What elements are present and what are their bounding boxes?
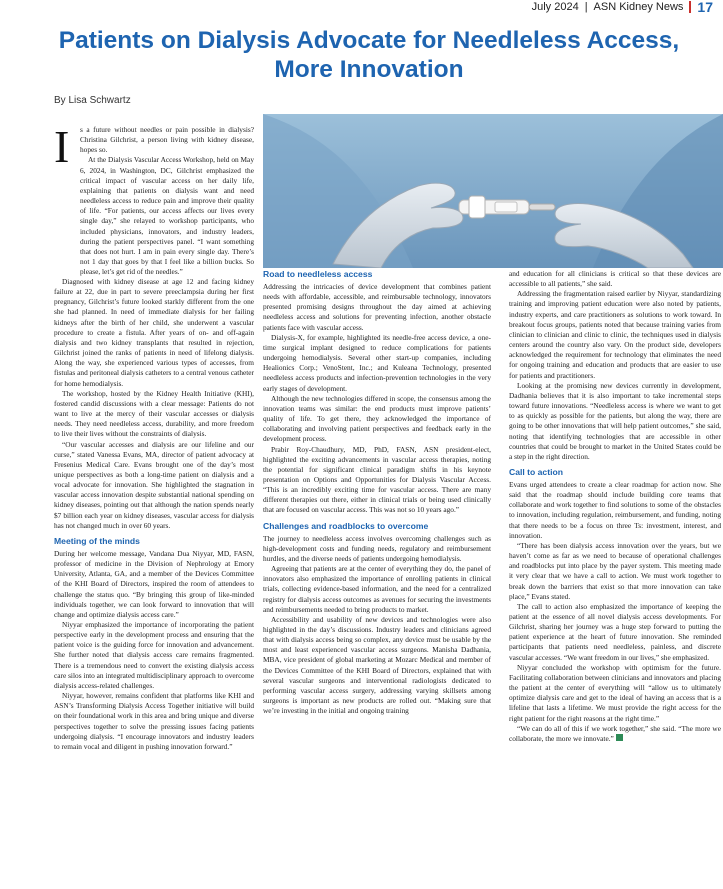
challenges-paragraphs [263, 534, 491, 717]
paragraph: The journey to needleless access involves overcoming challenges such as high-development costs and funding needs, regulatory and reimbursement hurdles, and the diverse needs of patients undergoing hemodialysis. [263, 533, 491, 563]
paragraph: Diagnosed with kidney disease at age 12 and facing kidney failure at 22, due in part to severe preeclampsia during her first pregnancy, Gilchrist’s future looked starkly different from the one she had planned. In need of immediate dialysis for her failing kidneys after the birth of her child, she underwent a vascular procedure to create a fistula. After years of on- and off-again dialysis and two kidney transplants that resulted in rejection, Gilchrist joined the ranks of patients in need of lifelong dialysis. Along the way, she experienced various types of accesses, from fistulas and peritoneal dialysis catheters to a central venous catheter for home hemodialysis. [54, 277, 254, 388]
paragraph: Niyyar, however, remains confident that platforms like KHI and ASN’s Transforming Dialysis Access Together initiative will build on their foundational work in this area and bring unique and diverse perspectives together to solve the pressing issues facing patients undergoing dialysis. “I encourage innovators and industry leaders to remain vocal and diligent in pushing innovation forward.” [54, 691, 254, 751]
paragraph: “Our vascular accesses and dialysis are our lifeline and our curse,” stated Vanessa Evans, MA, director of patient advocacy at Fresenius Medical Care. Evans brought one of the day’s most unique perspectives as both a long-time patient on dialysis and a vocal advocate for innovation. She highlighted the stagnation in vascular access innovation despite substantial national spending on kidney diseases, pointing out that although the nation spends nearly $7 billion each year on kidney diseases, vascular access for dialysis has not changed much in over 60 years. [54, 439, 254, 530]
paragraph: Addressing the fragmentation raised earlier by Niyyar, standardizing training and improving patient education were also noted by patients, industry experts, and care practitioners as solutions to work toward. In breakout focus groups, patients noted that because training varies from clinician to clinician and clinic to clinic, the techniques used in dialysis centers around the country also vary. On the product side, developers acknowledged the requirement for technology that eliminates the need for ongoing training and education and products that are easier to use for patients and practitioners. [509, 289, 721, 380]
paragraph: Niyyar emphasized the importance of incorporating the patient perspective early in the development process and ensuring that the patient voice is the guiding force for innovation and advancement. She further noted that dialysis access care remains fragmented. There is a tremendous need to convert the existing dialysis access care silos into an integrated multidisciplinary approach to overcome dialysis access-related challenges. [54, 620, 254, 690]
section-heading-challenges: Challenges and roadblocks to overcome [263, 520, 429, 531]
paragraph: Dialysis-X, for example, highlighted its needle-free access device, a one-time surgical implant designed to reduce complications for patients undergoing hemodialysis. Several other start-up companies, including Healionics Corp.; VenoStent, Inc.; and Kuleana Technology, presented needleless access products and infection-prevention technologies in the very early stages of development. [263, 332, 491, 393]
paragraph: and education for all clinicians is critical so that these devices are accessible to all patients,” she said. [509, 269, 721, 289]
column-1 [54, 277, 254, 752]
drop-cap: I [54, 121, 70, 172]
column-3 [509, 269, 721, 744]
paragraph: Prabir Roy-Chaudhury, MD, PhD, FASN, ASN president-elect, highlighted the exciting advancements in vascular access therapies, noting the potential for significant clinical paradigm shifts in his keynote presentation on Options and Opportunities for Dialysis Vascular Access. “This is an incredibly exciting time for vascular access. There are many different therapies out there, either in clinical trials or being used clinically that are focused on vascular access. This was not so 10 years ago.” [263, 444, 491, 515]
lead-column [80, 125, 254, 277]
folio-separator: | [584, 1, 588, 13]
publication-name: ASN Kidney News [593, 1, 684, 13]
road-paragraphs [263, 282, 491, 516]
hands-device-illustration [263, 114, 723, 268]
page-folio [532, 0, 713, 14]
article-photo [263, 114, 723, 268]
paragraph: Niyyar concluded the workshop with optimism for the future. Facilitating collaboration between clinicians and innovators and placing the patient at the center of everything will “allow us to ultimately optimize dialysis care and get to the ideal of having an access that is a lifeline that lasts a lifetime. We must provide the right access for the right patient for the right reasons at the right time.” [509, 662, 721, 723]
issue-date: July 2024 [531, 1, 579, 13]
article-title: Patients on Dialysis Advocate for Needleless Access, More Innovation [58, 27, 680, 83]
paragraph: Evans urged attendees to create a clear roadmap for action now. She said that the roadmap should include building core teams that collaborate and work together to find solutions to some of the obstacles to innovation, including regulation, reimbursement, and funding, noting that there needs to be a focus on three Ts: investment, interest, and innovation. [509, 479, 721, 540]
section-heading-call: Call to action [509, 466, 563, 477]
paragraph: Although the new technologies differed in scope, the consensus among the innovation teams was similar: the end products must improve patients’ quality of life. To get there, they acknowledged the importance of collaborating and involving patient perspectives and feedback early in the development process. [263, 393, 491, 444]
lead-paragraph-2: At the Dialysis Vascular Access Workshop, held on May 6, 2024, in Washington, DC, Gilchrist emphasized the critical impact of vascular access on her daily life, explaining that patients on dialysis want and need needleless access to reduce pain and improve their quality of life. “For patients, our access affects our lives every single day,” she relayed to workshop participants, who included physicians, innovators, and industry leaders, during the patient perspectives panel. “I want something that does not hurt. I am in pain every single day. There’s not 1 day that goes by that I feel like a billion bucks. So please, let’s get rid of the needles.” [80, 155, 254, 277]
paragraph: Looking at the promising new devices currently in development, Dadhania believes that it is also important to take incremental steps toward future innovations. “Needleless access is where we want to get to as quickly as possible for the patients, but along the way, there are going to be other innovations that will help patient outcomes,” she said, noting that identifying technologies that are accessible in other countries that could be brought to market in the United States could be a step in the right direction. [509, 380, 721, 461]
end-mark-icon [616, 734, 623, 741]
call-paragraphs [509, 480, 721, 744]
section-heading-meeting: Meeting of the minds [54, 535, 140, 546]
column-2 [263, 269, 491, 716]
paragraph: The call to action also emphasized the importance of keeping the patient at the essence of all novel dialysis access developments. For Gilchrist, sharing her journey was a huge step forward to putting the patient experience at the heart of future innovation. She reminded participants that patients need needleless, painless, and discrete vascular accesses. “We want freedom in our lives,” she emphasized. [509, 601, 721, 662]
lead-paragraph: s a future without needles or pain possible in dialysis? Christina Gilchrist, a person living with kidney disease, hopes so. [80, 125, 254, 155]
paragraph: During her welcome message, Vandana Dua Niyyar, MD, FASN, professor of medicine in the Division of Nephrology at Emory University, Atlanta, GA, and a member of the Devices Committee of the KHI Board of Directors, inspired the room of attendees to challenge the status quo. “By bringing this group of like-minded individuals together, we can look forward to innovation that will change and optimize dialysis access care.” [54, 548, 254, 619]
paragraph: The workshop, hosted by the Kidney Health Initiative (KHI), fostered candid discussions with a clear message: Patients do not want to live at the mercy of their vascular accesses or dialysis needs. They need needleless access, durability, and more freedom to live their lives without the constraints of dialysis. [54, 388, 254, 439]
folio-bar [689, 1, 691, 13]
paragraph: “There has been dialysis access innovation over the years, but we haven’t come as far as we need to because of operational challenges and roadblocks put into place by the payer system. This meeting made it very clear that we have a call to action. We must work together to break down the barriers that exist so that more innovation can take place,” Evans stated. [509, 540, 721, 601]
column-3-paragraphs [509, 269, 721, 462]
byline: By Lisa Schwartz [54, 95, 131, 106]
paragraph: Agreeing that patients are at the center of everything they do, the panel of innovators also emphasized the importance of enrolling patients in clinical trials, collecting evidence-based information, and the need for a centralized registry for dialysis access outcomes as avenues for securing the investments and reimbursements needed to bring products to market. [263, 564, 491, 614]
paragraph: Accessibility and usability of new devices and technologies were also highlighted in the day’s discussions. Industry leaders and clinicians agreed that with dialysis access being so complex, any device must be usable by the most and least experienced vascular access surgeons. Manisha Dadhania, MBA, vice president of global marketing at Mozarc Medical and member of the Devices Committee of the KHI Board of Directors, explained that with several vascular surgeons and interventional radiologists dedicated to performing vascular access surgery, addressing varying skillsets among surgeons is important as new products are rolled out. “Making sure that we’re investing in the initial and ongoing training [263, 614, 491, 716]
paragraph: Addressing the intricacies of device development that combines patient needs with affordable, accessible, and reimbursable technology, innovators presented promising designs throughout the day aimed at achieving needleless access and solutions for preventing infection, another obstacle patients face with vascular access. [263, 282, 491, 332]
page-number: 17 [697, 0, 713, 15]
paragraph: “We can do all of this if we work together,” she said. “The more we collaborate, the more we innovate.” [509, 723, 721, 743]
section-heading-road: Road to needleless access [263, 269, 373, 279]
